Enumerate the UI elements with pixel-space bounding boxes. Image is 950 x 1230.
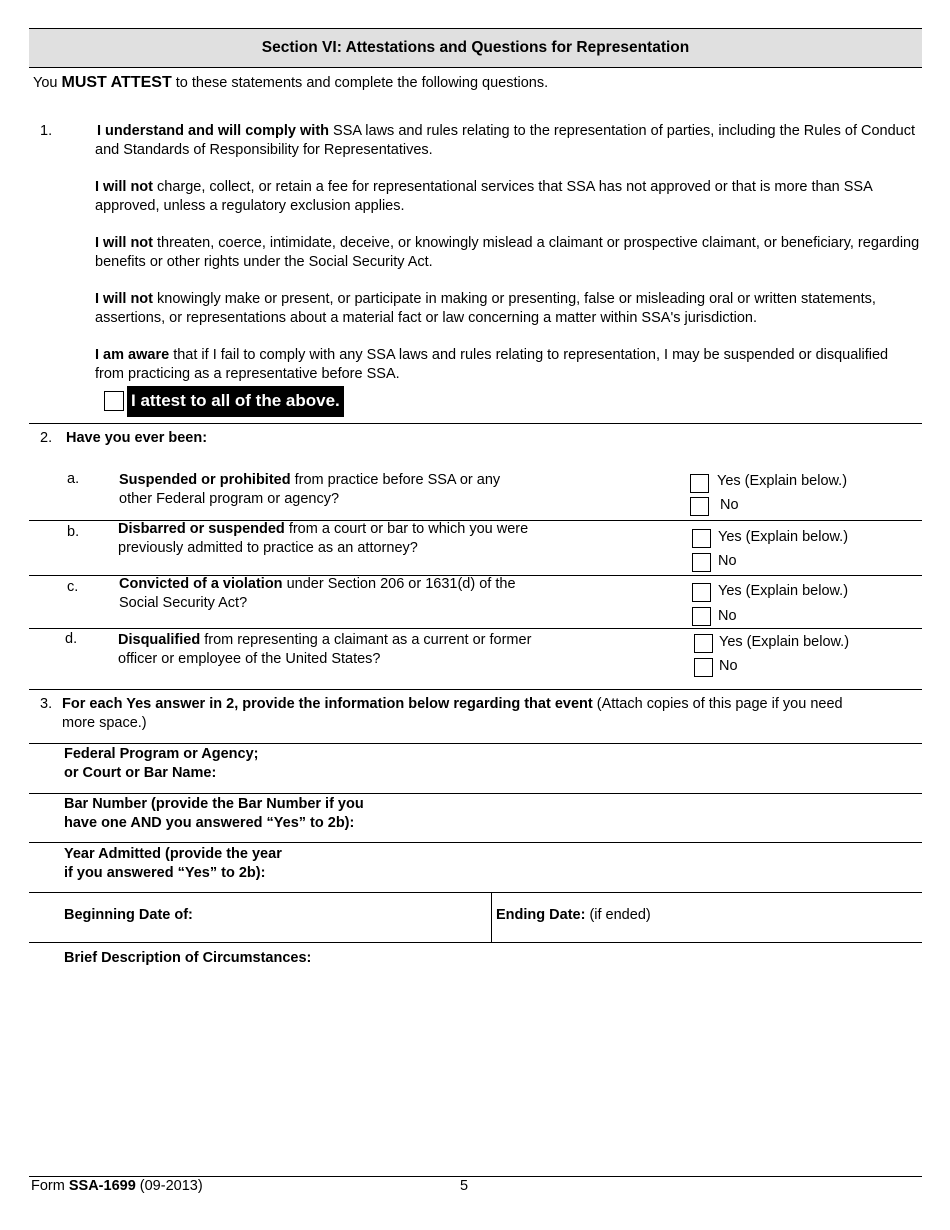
q2b-no-label: No xyxy=(718,553,737,569)
ending-date-input[interactable] xyxy=(665,895,920,940)
description-label: Brief Description of Circumstances: xyxy=(64,950,312,966)
divider xyxy=(29,892,922,893)
section-title: Section VI: Attestations and Questions for Representation xyxy=(261,39,690,56)
q2b-text: Disbarred or suspended from a court or bar to which you were previously admitted to practice as an attorney? xyxy=(118,521,529,556)
description-input[interactable] xyxy=(64,972,920,1167)
attest-label: I attest to all of the above. xyxy=(127,386,344,417)
q2a-yes-checkbox[interactable] xyxy=(690,474,709,493)
q2c-no-checkbox[interactable] xyxy=(692,607,711,626)
q2c-letter: c. xyxy=(67,579,79,595)
year-admitted-input[interactable] xyxy=(330,845,920,890)
q2a-no-label: No xyxy=(720,497,739,513)
year-admitted-field-label: Year Admitted (provide the year if you answered “Yes” to 2b): xyxy=(64,846,282,881)
agency-input[interactable] xyxy=(330,745,920,791)
divider xyxy=(29,423,922,424)
q1-paragraph-4: I will not knowingly make or present, or participate in making or presenting, false or misleading oral or written statements, assertions, or representations about a material fact or law concerning a matter within SSA's jurisdiction. xyxy=(95,291,876,326)
attest-checkbox[interactable] xyxy=(104,391,124,411)
page-number: 5 xyxy=(460,1178,469,1194)
q1-number: 1. xyxy=(40,123,53,139)
divider xyxy=(29,628,922,629)
q2a-no-checkbox[interactable] xyxy=(690,497,709,516)
divider xyxy=(29,942,922,943)
bar-number-field-label: Bar Number (provide the Bar Number if you have one AND you answered “Yes” to 2b): xyxy=(64,796,364,831)
q2b-yes-label: Yes (Explain below.) xyxy=(718,529,849,545)
q2a-letter: a. xyxy=(67,471,80,487)
divider xyxy=(29,743,922,744)
q2-number: 2. xyxy=(40,430,53,446)
q2c-yes-label: Yes (Explain below.) xyxy=(718,583,849,599)
section-header xyxy=(29,28,922,68)
ending-date-label: Ending Date: (if ended) xyxy=(496,907,651,923)
beginning-date-label: Beginning Date of: xyxy=(64,907,193,923)
vertical-divider xyxy=(491,892,492,942)
agency-field-label: Federal Program or Agency; or Court or Bar Name: xyxy=(64,746,259,781)
q2d-text: Disqualified from representing a claimant as a current or former officer or employee of the United States? xyxy=(118,632,532,667)
footer-divider xyxy=(29,1176,922,1177)
q2c-text: Convicted of a violation under Section 206 or 1631(d) of the Social Security Act? xyxy=(119,576,516,611)
divider xyxy=(29,793,922,794)
q2b-yes-checkbox[interactable] xyxy=(692,529,711,548)
q2d-no-checkbox[interactable] xyxy=(694,658,713,677)
intro-text: You MUST ATTEST to these statements and complete the following questions. xyxy=(33,74,549,91)
q1-paragraph-5: I am aware that if I fail to comply with any SSA laws and rules relating to representation, I may be suspended or disqualified from practicing as a representative before SSA. xyxy=(95,347,889,382)
q2d-no-label: No xyxy=(719,658,738,674)
q2b-no-checkbox[interactable] xyxy=(692,553,711,572)
form-id: Form SSA-1699 (09-2013) xyxy=(31,1178,203,1194)
q2a-text: Suspended or prohibited from practice before SSA or any other Federal program or agency? xyxy=(119,472,501,507)
q1-paragraph-2: I will not charge, collect, or retain a fee for representational services that SSA has not approved or that is more than SSA approved, unless a regulatory exclusion applies. xyxy=(95,179,872,214)
q1-paragraph-1: I understand and will comply with SSA laws and rules relating to the representation of parties, including the Rules of Conduct and Standards of Responsibility for Representatives. xyxy=(95,123,916,158)
q2-heading: Have you ever been: xyxy=(66,430,208,446)
q2c-no-label: No xyxy=(718,608,737,624)
q3-text: For each Yes answer in 2, provide the information below regarding that event (Attach copies of this page if you need more space.) xyxy=(62,696,843,731)
beginning-date-input[interactable] xyxy=(210,895,488,940)
q3-number: 3. xyxy=(40,696,53,712)
q2d-letter: d. xyxy=(65,631,78,647)
q2d-yes-checkbox[interactable] xyxy=(694,634,713,653)
q2a-yes-label: Yes (Explain below.) xyxy=(717,473,848,489)
divider xyxy=(29,689,922,690)
q2c-yes-checkbox[interactable] xyxy=(692,583,711,602)
q2b-letter: b. xyxy=(67,524,80,540)
q1-paragraph-3: I will not threaten, coerce, intimidate, deceive, or knowingly mislead a claimant or prospective claimant, or beneficiary, regarding benefits or other rights under the Social Security Act. xyxy=(95,235,920,270)
bar-number-input[interactable] xyxy=(410,795,920,840)
divider xyxy=(29,842,922,843)
q2d-yes-label: Yes (Explain below.) xyxy=(719,634,850,650)
